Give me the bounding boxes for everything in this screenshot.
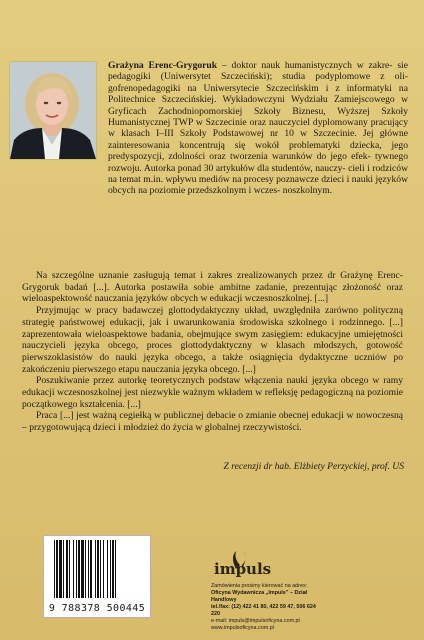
- bio-line: Politechnice Szczecińskiej. Wykładowczyni Wydziału Zamiejscowego: [108, 94, 395, 106]
- review-paragraph: Przyjmując w pracy badawczej glottodydaktyczny układ, uwzględniła zarówno polityczną strategię państwowej edukacji, jak i uwarunkowania środowiska szkolnego i rodzinnego. [...] zaprezentowała wieloaspektowe badania, obejmujące swym zasięgiem: edukacyjne umiejętności nauczycieli języka obcego, proces glottodydaktyczny w klasach młodszych, gotowość pierwszoklasistów do nauki języka obcego, a także osiągnięcia dydaktyczne uczniów po zakończeniu pierwszego etapu nauczania języka obcego. [...]: [22, 305, 403, 375]
- bio-line: – doktor nauk humanistycznych w zakre-: [221, 60, 393, 71]
- review-paragraph: Praca [...] jest ważną cegiełką w publicznej debacie o zmianie obecnej edukacji w nowoczesną – przygotowującą dzieci i młodzież do życia w globalnej rzeczywistości.: [22, 410, 403, 434]
- bio-line: sie pedagogiki (Uniwersytet Szczeciński); studia podyplomowe z oli-: [108, 60, 408, 83]
- bio-line: Humanistycznej TWP w Szczecinie oraz nauczyciel dyplomowany: [108, 117, 368, 129]
- author-bio: [108, 60, 408, 197]
- review-paragraph: Na szczególne uznanie zasługują temat i zakres zrealizowanych przez dr Grażynę Erenc-Grygoruk badań [...]. Autorka postawiła sobie ambitne zadanie, prezentując złożoność oraz wieloaspektowość nauczania języków obcych w edukacji wczesnoszkolnej. [...]: [22, 270, 403, 305]
- isbn-barcode: [43, 535, 151, 618]
- review-paragraph: Poszukiwanie przez autorkę teoretycznych podstaw włączenia nauki języka obcego w ramy edukacji wczesnoszkolnej jest niezwykle ważnym wkładem w refleksję pedagogiczną na poziomie początkowego kształcenia. [...]: [22, 375, 403, 410]
- publisher-contact: [211, 583, 321, 632]
- barcode-bars: [54, 540, 140, 598]
- publisher-email: e-mail: impuls@impulsoficyna.com.pl: [211, 618, 300, 624]
- order-info: Zamówienia prosimy kierować na adres:: [211, 583, 308, 589]
- bio-line: pracujący w klasach I–III Szkoły Podstawowej nr 10 w Szczecinie. Jej: [108, 117, 408, 140]
- publisher-logo-text: impuls: [214, 560, 272, 578]
- author-photo: [10, 62, 96, 159]
- bio-line: główne zainteresowania koncentrują się wokół problematyki dziecka,: [108, 128, 408, 151]
- author-name: Grażyna Erenc-Grygoruk: [108, 60, 218, 71]
- review-signature: Z recenzji dr hab. Elżbiety Perzyckiej, prof. US: [223, 461, 404, 472]
- publisher-name: Oficyna Wydawnicza „Impuls” – Dział Handlowy: [211, 590, 308, 603]
- publisher-phone: tel./fax: (12) 422 41 80, 422 59 47, 506 624 220: [211, 604, 316, 617]
- bio-line: tywnego rozwoju. Autorka ponad 30 artykułów dla studentów, nauczy-: [108, 151, 408, 174]
- bio-line: gofrenopedagogiki na Uniwersytecie Szczecińskim i z informatyki na: [108, 82, 408, 94]
- bio-line: cieli i rodziców na temat m.in. wpływu mediów na procesy poznawcze: [108, 162, 408, 186]
- bio-line: w Gryficach Zachodniopomorskiej Szkoły Biznesu, Wyższej Szkoły: [108, 94, 408, 117]
- bio-line: jego predyspozycji, zdolności oraz tworzenia warunków do jego efek-: [108, 139, 408, 163]
- bio-line: noszkolnym.: [282, 185, 333, 197]
- publisher-website: www.impulsoficyna.com.pl: [211, 625, 274, 631]
- review-text: [22, 270, 403, 434]
- isbn-digits: 9 788378 500445: [48, 603, 146, 614]
- bio-line: dzieci i nauki języków obcych na poziomie przedszkolnym i wczes-: [108, 174, 409, 197]
